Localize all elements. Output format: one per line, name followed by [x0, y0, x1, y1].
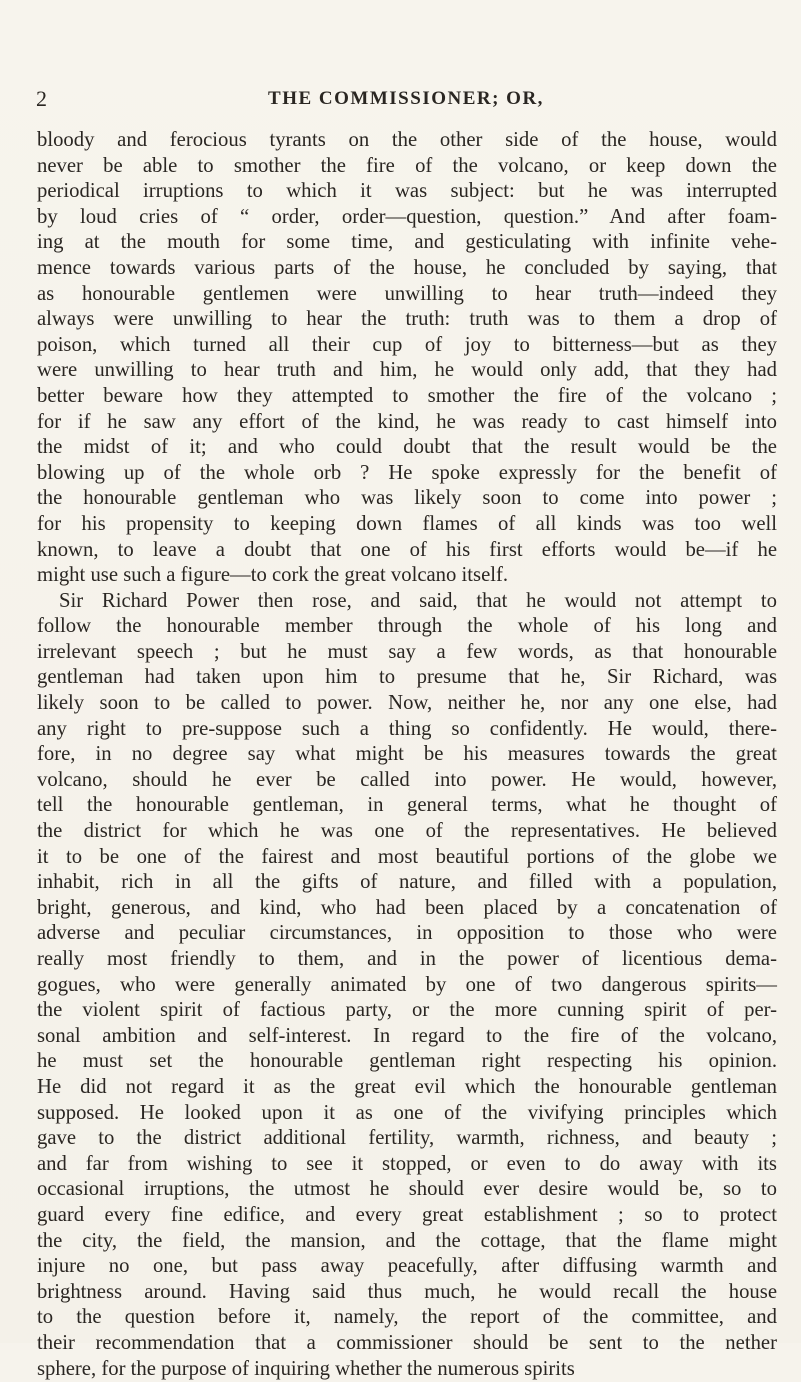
text-line: bright, generous, and kind, who had been placed by a concatenation of	[37, 896, 777, 922]
text-line: injure no one, but pass away peacefully, after diffusing warmth and	[37, 1254, 777, 1280]
text-line: inhabit, rich in all the gifts of nature, and filled with a population,	[37, 870, 777, 896]
text-line: guard every fine edifice, and every great establishment ; so to protect	[37, 1203, 777, 1229]
text-line: brightness around. Having said thus much, he would recall the house	[37, 1280, 777, 1306]
text-line: always were unwilling to hear the truth: truth was to them a drop of	[37, 307, 777, 333]
text-line: He did not regard it as the great evil which the honourable gentleman	[37, 1075, 777, 1101]
text-line: gentleman had taken upon him to presume that he, Sir Richard, was	[37, 665, 777, 691]
text-line: volcano, should he ever be called into power. He would, however,	[37, 768, 777, 794]
text-line: to the question before it, namely, the report of the committee, and	[37, 1305, 777, 1331]
text-line: supposed. He looked upon it as one of the vivifying principles which	[37, 1101, 777, 1127]
text-line: and far from wishing to see it stopped, or even to do away with its	[37, 1152, 777, 1178]
text-line: as honourable gentlemen were unwilling to hear truth—indeed they	[37, 282, 777, 308]
text-line: poison, which turned all their cup of joy to bitterness—but as they	[37, 333, 777, 359]
page-number: 2	[36, 86, 48, 112]
page-header	[36, 86, 776, 112]
running-head: THE COMMISSIONER; OR,	[36, 88, 776, 110]
text-line: the honourable gentleman who was likely soon to come into power ;	[37, 486, 777, 512]
text-line: by loud cries of “ order, order—question, question.” And after foam-	[37, 205, 777, 231]
text-line: sphere, for the purpose of inquiring whether the numerous spirits	[37, 1357, 777, 1382]
text-line: he must set the honourable gentleman right respecting his opinion.	[37, 1049, 777, 1075]
text-line: the district for which he was one of the representatives. He believed	[37, 819, 777, 845]
text-line: periodical irruptions to which it was subject: but he was interrupted	[37, 179, 777, 205]
text-line: better beware how they attempted to smother the fire of the volcano ;	[37, 384, 777, 410]
text-line: irrelevant speech ; but he must say a few words, as that honourable	[37, 640, 777, 666]
text-line: bloody and ferocious tyrants on the other side of the house, would	[37, 128, 777, 154]
text-line: gogues, who were generally animated by one of two dangerous spirits—	[37, 973, 777, 999]
text-line: tell the honourable gentleman, in general terms, what he thought of	[37, 793, 777, 819]
text-line: sonal ambition and self-interest. In regard to the fire of the volcano,	[37, 1024, 777, 1050]
body-text	[37, 128, 777, 1382]
text-line: adverse and peculiar circumstances, in opposition to those who were	[37, 921, 777, 947]
text-line: were unwilling to hear truth and him, he would only add, that they had	[37, 358, 777, 384]
text-line: fore, in no degree say what might be his measures towards the great	[37, 742, 777, 768]
text-line: really most friendly to them, and in the power of licentious dema-	[37, 947, 777, 973]
text-line: gave to the district additional fertility, warmth, richness, and beauty ;	[37, 1126, 777, 1152]
text-line: it to be one of the fairest and most beautiful portions of the globe we	[37, 845, 777, 871]
text-line: the city, the field, the mansion, and the cottage, that the flame might	[37, 1229, 777, 1255]
text-line: Sir Richard Power then rose, and said, that he would not attempt to	[37, 589, 777, 615]
text-line: ing at the mouth for some time, and gesticulating with infinite vehe-	[37, 230, 777, 256]
text-line: never be able to smother the fire of the volcano, or keep down the	[37, 154, 777, 180]
text-line: their recommendation that a commissioner should be sent to the nether	[37, 1331, 777, 1357]
text-line: for if he saw any effort of the kind, he was ready to cast himself into	[37, 410, 777, 436]
text-line: mence towards various parts of the house, he concluded by saying, that	[37, 256, 777, 282]
text-line: the violent spirit of factious party, or the more cunning spirit of per-	[37, 998, 777, 1024]
text-line: likely soon to be called to power. Now, neither he, nor any one else, had	[37, 691, 777, 717]
text-line: the midst of it; and who could doubt that the result would be the	[37, 435, 777, 461]
text-line: blowing up of the whole orb ? He spoke expressly for the benefit of	[37, 461, 777, 487]
text-line: might use such a figure—to cork the great volcano itself.	[37, 563, 777, 589]
text-line: known, to leave a doubt that one of his first efforts would be—if he	[37, 538, 777, 564]
text-line: for his propensity to keeping down flames of all kinds was too well	[37, 512, 777, 538]
text-line: any right to pre-suppose such a thing so confidently. He would, there-	[37, 717, 777, 743]
text-line: follow the honourable member through the whole of his long and	[37, 614, 777, 640]
text-line: occasional irruptions, the utmost he should ever desire would be, so to	[37, 1177, 777, 1203]
